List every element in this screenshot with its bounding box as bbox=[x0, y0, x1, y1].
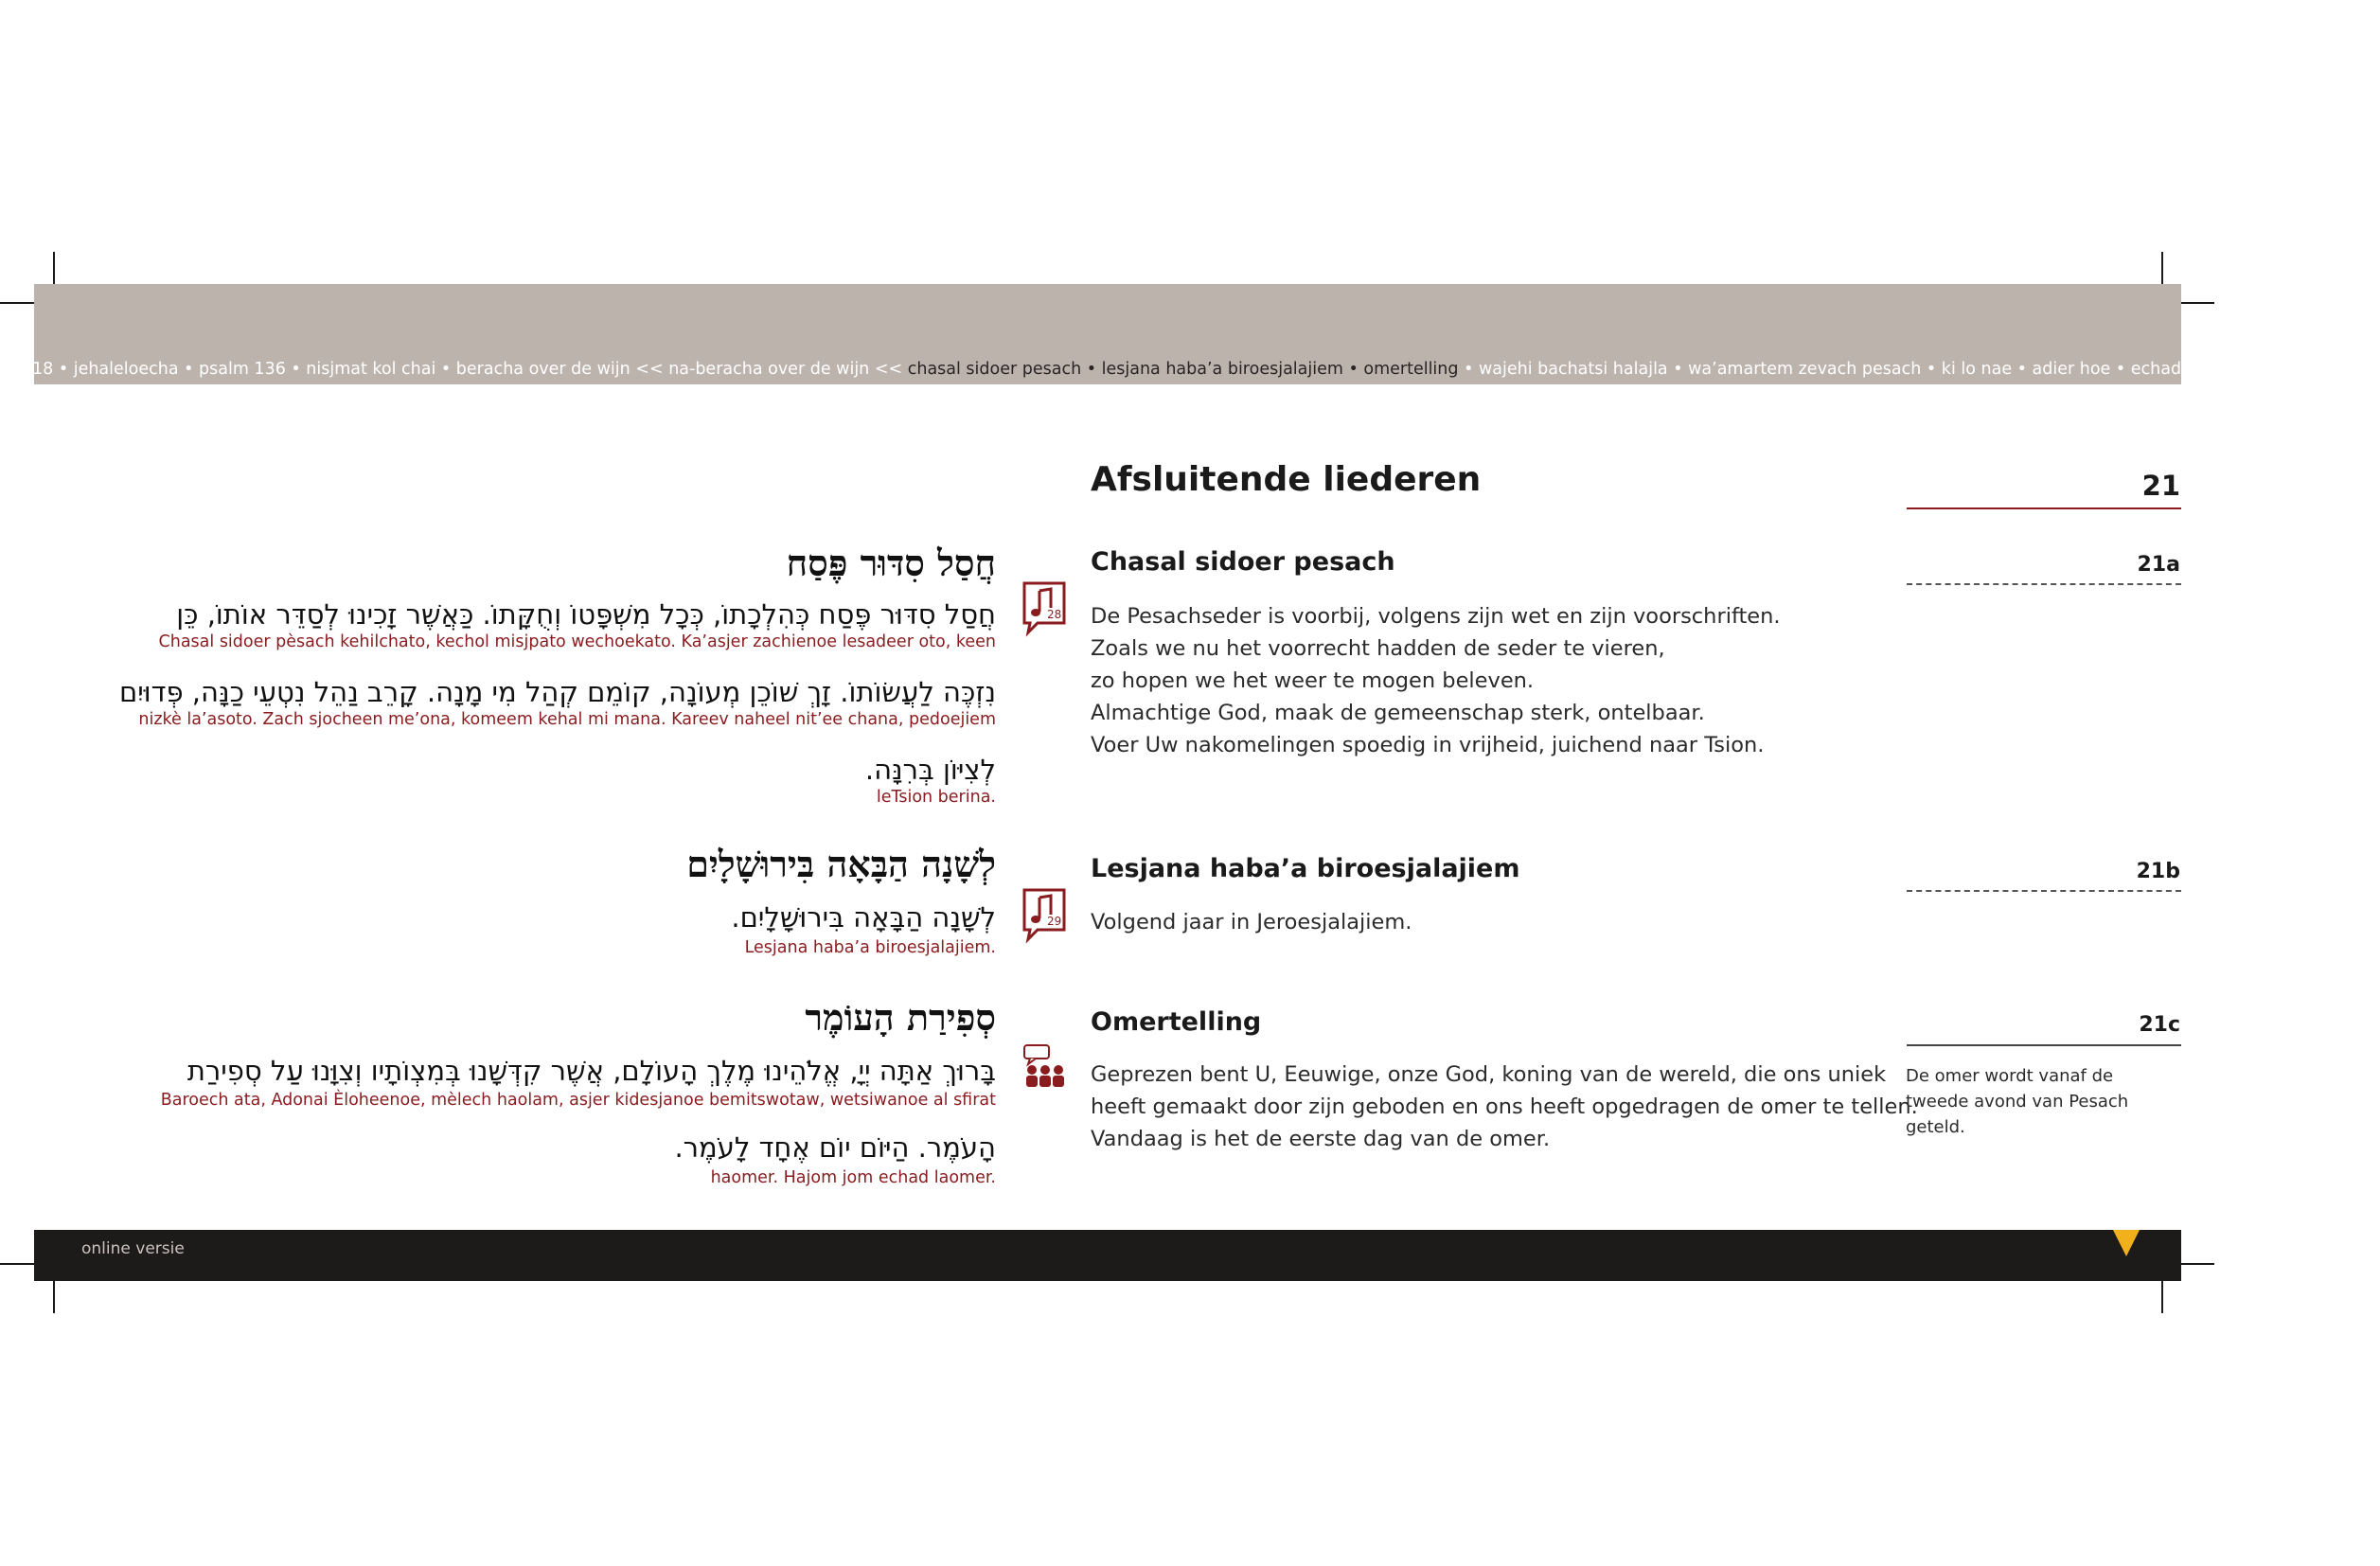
song-rule-21b bbox=[1907, 890, 2181, 892]
text-line: Geprezen bent U, Eeuwige, onze God, koning van de wereld, die ons uniek bbox=[1091, 1062, 1887, 1087]
hebrew-line: לְצִיּוֹן בְּרִנָּה. bbox=[864, 754, 996, 786]
hebrew-line: חֲסַל סִדּוּר פֶּסַח כְּהִלְכָתוֹ, כְּכָל מִשְׁפָּטוֹ וְחֻקָּתוֹ. כַּאֲשֶׁר זָכִינוּ לְסַדֵּר אוֹתוֹ, כֵּן bbox=[176, 598, 996, 631]
group-speaking-icon[interactable] bbox=[1021, 1043, 1070, 1093]
crop-mark bbox=[2161, 252, 2163, 284]
song-rule-21a bbox=[1907, 583, 2181, 585]
side-note: De omer wordt vanaf de tweede avond van Pesach geteld. bbox=[1906, 1066, 2129, 1137]
crop-mark bbox=[2161, 1281, 2163, 1313]
song-text-21a bbox=[1091, 600, 1781, 761]
hebrew-title-21c: סְפִירַת הָעוֹמֶר bbox=[805, 996, 996, 1039]
hebrew-title-21a: חֲסַל סִדּוּר פֶּסַח bbox=[786, 542, 996, 584]
song-number-21b: 21b bbox=[2136, 860, 2180, 883]
song-rule-21c bbox=[1907, 1044, 2181, 1046]
text-line: Volgend jaar in Jeroesjalajiem. bbox=[1091, 910, 1412, 934]
section-rule bbox=[1907, 507, 2181, 509]
crop-mark bbox=[2181, 302, 2214, 304]
crop-mark bbox=[0, 302, 34, 304]
song-title-21a: Chasal sidoer pesach bbox=[1091, 547, 1395, 577]
section-number: 21 bbox=[2141, 470, 2180, 502]
transliteration-line: haomer. Hajom jom echad laomer. bbox=[710, 1168, 996, 1187]
page-marker-icon[interactable] bbox=[2113, 1230, 2140, 1256]
crop-mark bbox=[0, 1263, 34, 1265]
transliteration-line: leTsion berina. bbox=[876, 788, 996, 807]
music-note-icon[interactable] bbox=[1021, 886, 1070, 947]
text-line: Voer Uw nakomelingen spoedig in vrijheid, juichend naar Tsion. bbox=[1091, 733, 1765, 757]
hebrew-line: לְשָׁנָה הַבָּאָה בִּירוּשָׁלָיִם. bbox=[731, 901, 996, 934]
song-number-21c: 21c bbox=[2139, 1013, 2180, 1037]
transliteration-line: Baroech ata, Adonai Èloheenoe, mèlech haolam, asjer kidesjanoe bemitswotaw, wetsiwanoe al sfirat bbox=[160, 1091, 996, 1110]
song-icon-number: 29 bbox=[1047, 915, 1062, 928]
song-text-21c bbox=[1091, 1059, 1918, 1155]
nav-before[interactable]: 18 • jehaleloecha • psalm 136 • nisjmat kol chai • beracha over de wijn << na-beracha over de wijn << bbox=[32, 360, 908, 379]
text-line: heeft gemaakt door zijn geboden en ons heeft opgedragen de omer te tellen. bbox=[1091, 1094, 1918, 1119]
transliteration-line: Lesjana haba’a biroesjalajiem. bbox=[744, 938, 996, 957]
nav-after[interactable]: • wajehi bachatsi halajla • wa’amartem zevach pesach • ki lo nae • adier hoe • echad mi jodeea • chad gadja bbox=[1458, 360, 2380, 379]
crop-mark bbox=[53, 252, 55, 284]
text-line: Almachtige God, maak de gemeenschap sterk, ontelbaar. bbox=[1091, 701, 1705, 725]
text-line: Vandaag is het de eerste dag van de omer. bbox=[1091, 1127, 1551, 1151]
crop-mark bbox=[53, 1281, 55, 1313]
song-icon-number: 28 bbox=[1047, 608, 1062, 621]
transliteration-line: nizkè la’asoto. Zach sjocheen me’ona, komeem kehal mi mana. Kareev naheel nit’ee chana, pedoejiem bbox=[138, 710, 996, 729]
text-line: Zoals we nu het voorrecht hadden de seder te vieren, bbox=[1091, 636, 1665, 661]
nav-current[interactable]: chasal sidoer pesach • lesjana haba’a biroesjalajiem • omertelling bbox=[907, 360, 1459, 379]
section-title: Afsluitende liederen bbox=[1091, 460, 1482, 499]
music-note-icon[interactable] bbox=[1021, 579, 1070, 640]
footer-bar bbox=[34, 1230, 2181, 1281]
hebrew-title-21b: לְשָׁנָה הַבָּאָה בִּירוּשָׁלָיִם bbox=[686, 843, 996, 885]
hebrew-line: בָּרוּךְ אַתָּה יְיָ, אֱלֹהֵינוּ מֶלֶךְ הָעוֹלָם, אֲשֶׁר קִדְּשָׁנוּ בְּמִצְוֹתָיו וְצִוָּנוּ עַל סְפִירַת bbox=[186, 1055, 996, 1087]
song-title-21b: Lesjana haba’a biroesjalajiem bbox=[1091, 854, 1520, 883]
song-number-21a: 21a bbox=[2137, 553, 2180, 577]
text-line: De Pesachseder is voorbij, volgens zijn wet en zijn voorschriften. bbox=[1091, 604, 1781, 629]
hebrew-line: הָעֹמֶר. הַיּוֹם יוֹם אֶחָד לָעֹמֶר. bbox=[674, 1131, 996, 1164]
crop-mark bbox=[2181, 1263, 2214, 1265]
breadcrumb-nav bbox=[32, 360, 2380, 379]
text-line: zo hopen we het weer te mogen beleven. bbox=[1091, 668, 1535, 693]
transliteration-line: Chasal sidoer pèsach kehilchato, kechol misjpato wechoekato. Ka’asjer zachienoe lesadeer oto, keen bbox=[158, 632, 996, 651]
song-text-21b bbox=[1091, 906, 1412, 938]
song-title-21c: Omertelling bbox=[1091, 1007, 1262, 1037]
footer-label: online versie bbox=[81, 1239, 185, 1258]
hebrew-line: נִזְכֶּה לַעֲשׂוֹתוֹ. זָךְ שׁוֹכֵן מְעוֹנָה, קוֹמֵם קְהַל מִי מָנָה. קָרֵב נַהֵל נִטְעֵי כַנָּה, פְּדוּיִם bbox=[119, 676, 996, 708]
